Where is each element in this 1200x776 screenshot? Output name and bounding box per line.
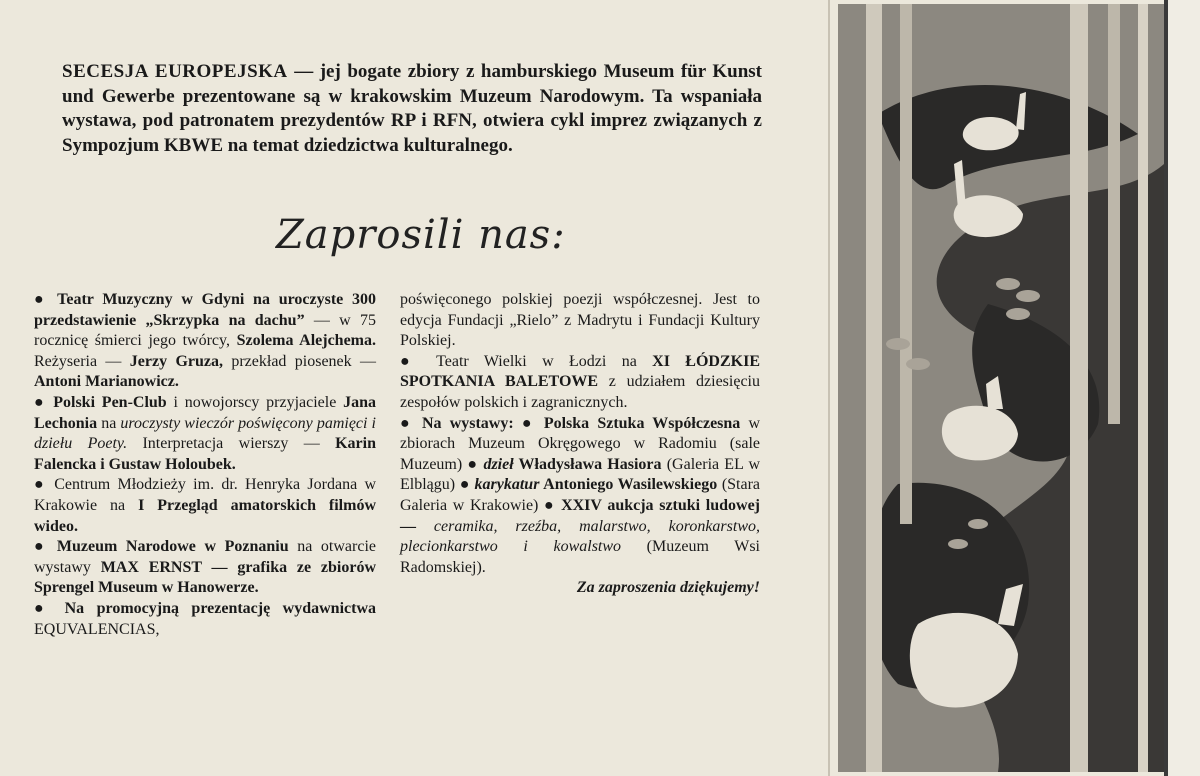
swan-forest-image [838,4,1164,772]
intro-paragraph [62,60,762,158]
intro-lead: SECESJA EUROPEJSKA [62,61,288,82]
bullet-icon: ● [34,538,49,556]
item-centrum-mlodziezy: ● Centrum Młodzieży im. dr. Henryka Jordana w Krakowie na I Przegląd amatorskich filmów wideo. [34,476,377,535]
item-teatr-wielki: ● Teatr Wielki w Łodzi na XI ŁÓDZKIE SPOTKANIA BALETOWE z udziałem dziesięciu zespołów polskich i zagranicznych. [400,352,760,411]
right-column [400,290,760,599]
item-wystawy: ● Na wystawy: ● Polska Sztuka Współczesna w zbiorach Muzeum Okręgowego w Radomiu (sale Muzeum) ● dzieł Władysława Hasiora (Galeria EL w Elblągu) ● karykatur Antoniego Wasilewskiego (Stara Galeria w Krakowie) ● XXIV aukcja sztuki ludowej — ceramika, rzeźba, malarstwo, koronkarstwo, plecionkarstwo i kowalstwo (Muzeum Wsi Radomskiej). [400,414,761,576]
bullet-icon: ● [459,476,470,494]
item-pen-club: ● Polski Pen-Club i nowojorscy przyjaciele Jana Lechonia na uroczysty wieczór poświęcony pamięci i dziełu Poety. Interpretacja wierszy — Karin Falencka i Gustaw Holoubek. [34,393,376,473]
bullet-icon: ● [521,414,536,432]
item-prezentacja: ● Na promocyjną prezentację wydawnictwa EQUVALENCIAS, [34,599,377,638]
page-margin-strip [1168,0,1200,776]
item-muzeum-poznan: ● Muzeum Narodowe w Poznaniu na otwarcie wystawy MAX ERNST — grafika ze zbiorów Sprengel Museum w Hanowerze. [34,538,377,597]
bullet-icon: ● [544,496,556,514]
bullet-icon: ● [34,291,49,308]
swan-artwork-illustration [838,4,1164,772]
bullet-icon: ● [467,455,479,473]
bullet-icon: ● [34,599,53,617]
section-heading: Zaprosili nas: [276,212,566,258]
bullet-icon: ● [34,393,47,411]
bullet-icon: ● [400,352,422,370]
item-prezentacja-cont: poświęconego polskiej poezji współczesnej. Jest to edycja Fundacji „Rielo” z Madrytu i Fundacji Kultury Polskiej. [400,291,760,350]
column-divider [828,0,830,776]
left-column [34,290,376,640]
intro-text: — jej bogate zbiory z hamburskiego Museum für Kunst und Gewerbe prezentowane są w krakowskim Muzeum Narodowym. Ta wspaniała wystawa, pod patronatem prezydentów RP i RFN, otwiera cykl imprez związanych z Sympozjum KBWE na temat dziedzictwa kulturalnego. [62,61,762,156]
thanks-line: Za zaproszenia dziękujemy! [576,579,760,597]
bullet-icon: ● [400,414,414,432]
item-teatr-muzyczny: ● Teatr Muzyczny w Gdyni na uroczyste 300 przedstawienie „Skrzypka na dachu” — w 75 rocznicę śmierci jego twórcy, Szolema Alejchema. Reżyseria — Jerzy Gruza, przekład piosenek — Antoni Marianowicz. [34,291,377,391]
bullet-icon: ● [34,476,47,494]
